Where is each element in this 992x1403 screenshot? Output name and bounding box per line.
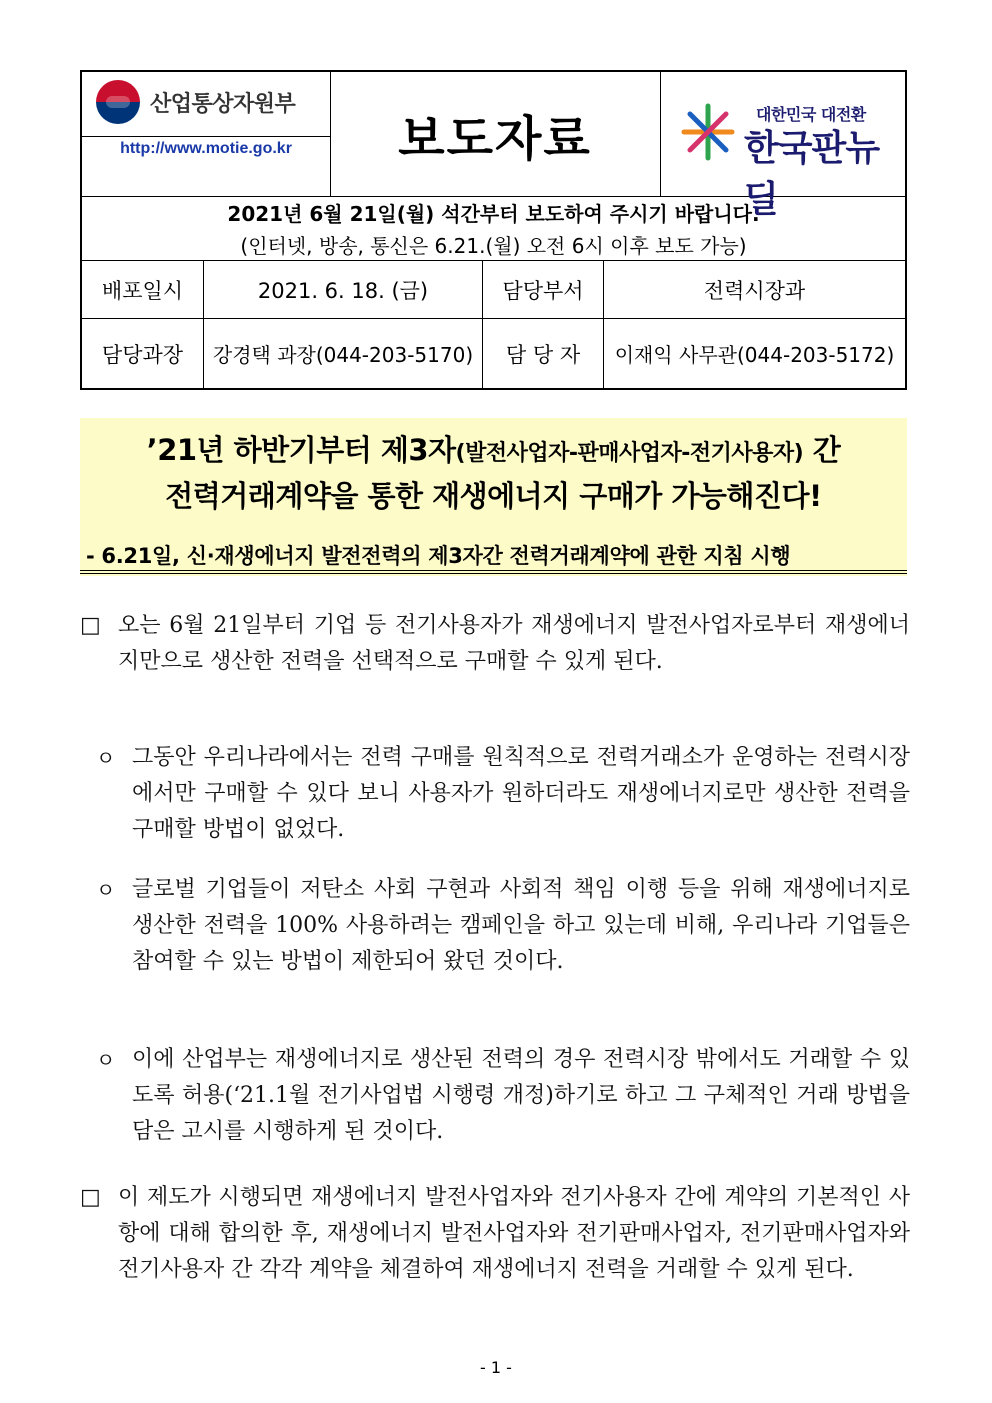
circle-bullet: ㅇ [96,878,116,902]
headline-line-2: 전력거래계약을 통한 재생에너지 구매가 가능해진다! [165,479,822,513]
paragraph-3 [80,872,910,1016]
paragraph-5 [80,1180,910,1324]
new-deal-star-icon [678,102,738,162]
ministry-name: 산업통상자원부 [150,91,296,117]
new-deal-subtitle: 대한민국 대전환 [756,105,866,124]
new-deal-title: 한국판뉴딜 [744,128,880,220]
ministry-url[interactable]: http://www.motie.go.kr [120,140,292,157]
paragraph-4 [80,1042,910,1150]
paragraph-text: 오는 6월 21일부터 기업 등 전기사용자가 재생에너지 발전사업자로부터 재생에너지만으로 생산한 전력을 선택적으로 구매할 수 있게 된다. [118,613,910,674]
release-date-value: 2021. 6. 18. (금) [257,278,429,303]
paragraph-2 [80,740,910,848]
staff-label: 담 당 자 [505,342,581,367]
headline-line-1: ’21년 하반기부터 제3자(발전사업자-판매사업자-전기사용자) 간 [146,433,841,467]
headline-subtitle: - 6.21일, 신·재생에너지 발전전력의 제3자간 전력거래계약에 관한 지침 시행 [86,544,791,568]
square-bullet: □ [80,613,101,638]
paragraph-text: 글로벌 기업들이 저탄소 사회 구현과 사회적 책임 이행 등을 위해 재생에너지로 생산한 전력을 100% 사용하려는 캠페인을 하고 있는데 비해, 우리나라 기업들은 참여할 수 있는 방법이 제한되어 왔던 것이다. [132,877,910,974]
korean-new-deal-logo [660,72,907,220]
headline-box [80,418,907,576]
release-date-label: 배포일시 [101,278,184,303]
taegeuk-emblem-icon [96,80,140,124]
department-label: 담당부서 [502,278,584,303]
staff-value: 이재익 사무관(044-203-5172) [614,343,895,367]
department-value: 전력시장과 [703,278,806,303]
square-bullet: □ [80,1185,101,1210]
manager-label: 담당과장 [101,342,184,367]
doc-title: 보도자료 [398,110,592,167]
circle-bullet: ㅇ [96,1048,116,1072]
paragraph-1 [80,608,910,716]
circle-bullet: ㅇ [96,746,116,770]
embargo-online-notice: (인터넷, 방송, 통신은 6.21.(월) 오전 6시 이후 보도 가능) [240,234,747,258]
paragraph-text: 이 제도가 시행되면 재생에너지 발전사업자와 전기사용자 간에 계약의 기본적인 사항에 대해 합의한 후, 재생에너지 발전사업자와 전기판매사업자, 전기판매사업자와 전기사용자 간 각각 계약을 체결하여 재생에너지 전력을 거래할 수 있게 된다. [118,1185,910,1282]
ministry-logo [96,80,295,124]
press-header-table [80,70,907,390]
manager-value: 강경택 과장(044-203-5170) [212,343,474,367]
paragraph-text: 이에 산업부는 재생에너지로 생산된 전력의 경우 전력시장 밖에서도 거래할 수 있도록 허용(‘21.1월 전기사업법 시행령 개정)하기로 하고 그 구체적인 거래 방법을 담은 고시를 시행하게 된 것이다. [132,1047,910,1144]
embargo-notice: 2021년 6월 21일(월) 석간부터 보도하여 주시기 바랍니다. [227,202,760,226]
paragraph-text: 그동안 우리나라에서는 전력 구매를 원칙적으로 전력거래소가 운영하는 전력시장에서만 구매할 수 있다 보니 사용자가 원하더라도 재생에너지로만 생산한 전력을 구매할 방법이 없었다. [132,745,910,842]
page-number: - 1 - [480,1358,512,1377]
